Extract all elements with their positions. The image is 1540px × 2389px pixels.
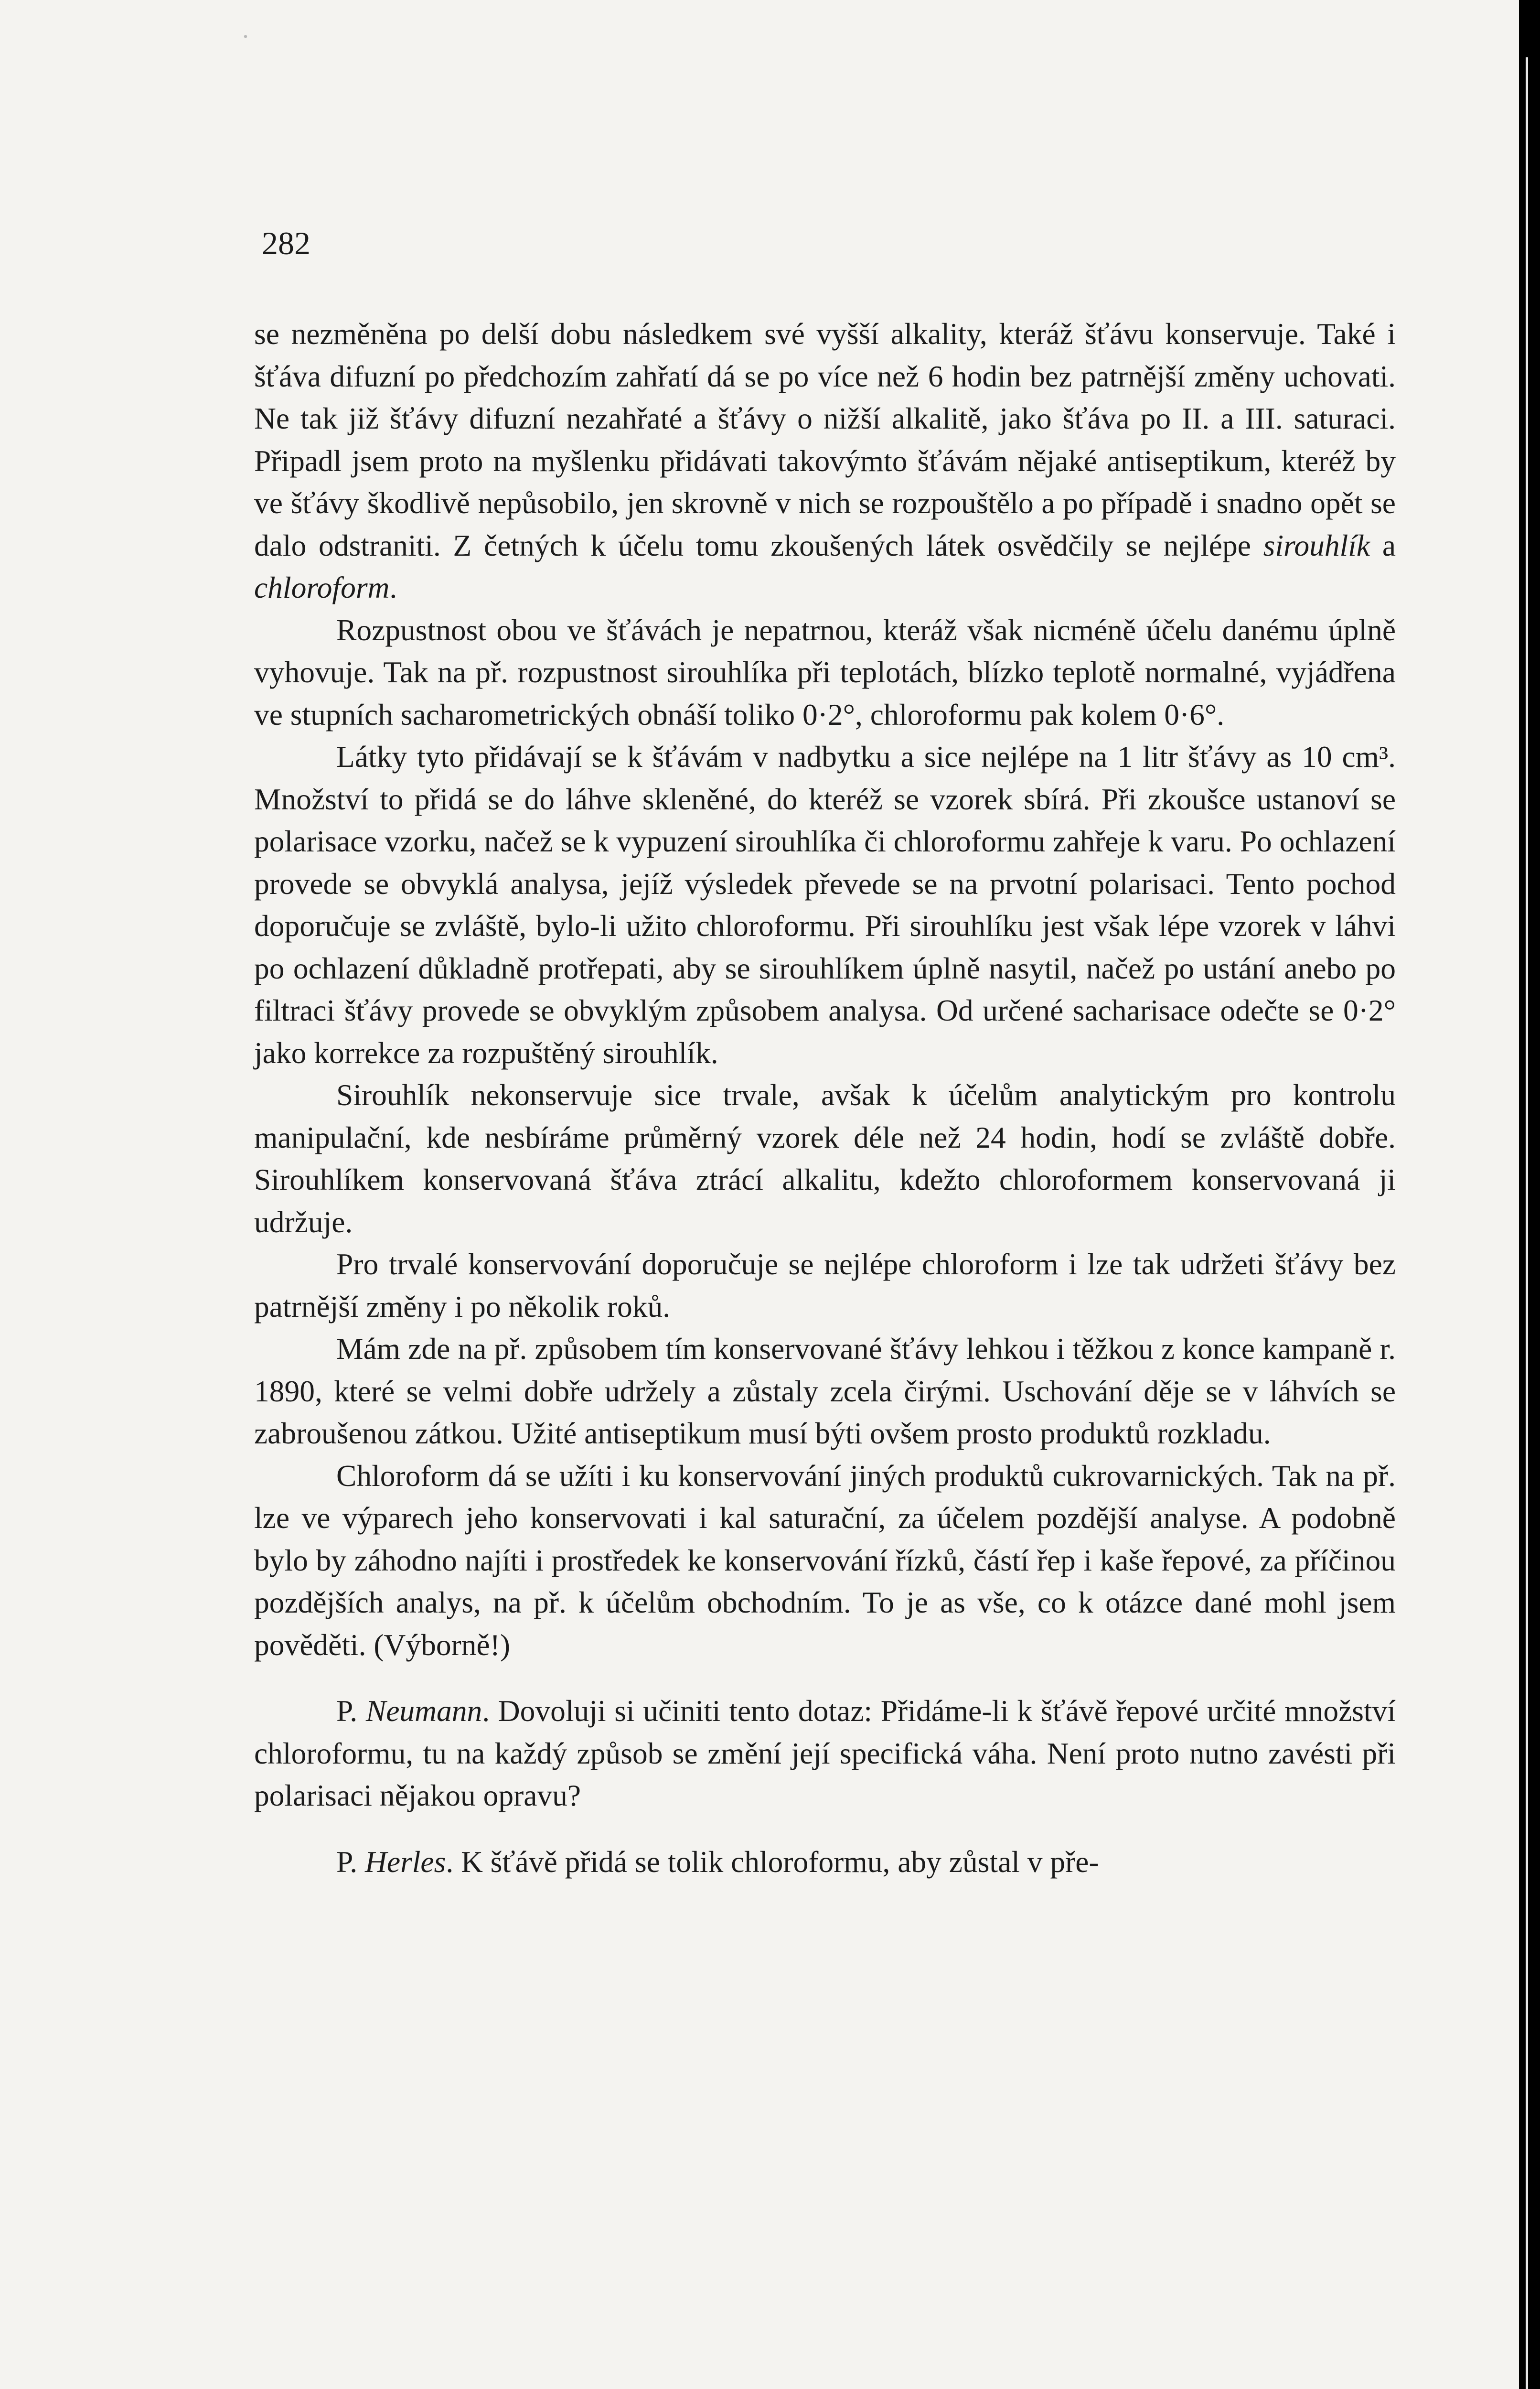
italic-term-sirouhlik: sirouhlík bbox=[1263, 528, 1370, 562]
body-text bbox=[254, 313, 1396, 1883]
paragraph-7: Chloroform dá se užíti i ku konservování jiných produktů cukrovarnických. Tak na př. lze ve výparech jeho konservovati i kal saturační, za účelem pozdější analyse. A podobně bylo by záhodno najíti i prostředek ke konservování řízků, částí řep i kaše řepové, za příčinou pozdějších analys, na př. k účelům obchodním. To je as vše, co k otázce dané mohl jsem pověděti. (Výborně!) bbox=[254, 1458, 1396, 1662]
paragraph-1: se nezměněna po delší dobu následkem své vyšší alkality, kteráž šťávu konservuje. Také i šťáva difuzní po předchozím zahřatí dá se po více než 6 hodin bez patrnější změny uchovati. Ne tak již šťávy difuzní nezahřaté a šťávy o nižší alkalitě, jako šťáva po II. a III. saturaci. Připadl jsem proto na myšlenku přidávati takovýmto šťávám nějaké antiseptikum, kteréž by ve šťávy škodlivě nepůsobilo, jen skrovně v nich se rozpouštělo a po případě i snadno opět se dalo odstraniti. Z četných k účelu tomu zkoušených látek osvědčily se nejlépe sirouhlík a chloroform. bbox=[254, 317, 1396, 604]
paragraph-6: Mám zde na př. způsobem tím konservované šťávy lehkou i těžkou z konce kampaně r. 1890, které se velmi dobře udržely a zůstaly zcela čirými. Uschování děje se v láhvích se zabroušenou zátkou. Užité antiseptikum musí býti ovšem prosto produktů rozkladu. bbox=[254, 1332, 1396, 1450]
scan-artifact: · bbox=[241, 22, 250, 51]
speaker-name: Neumann bbox=[365, 1694, 482, 1728]
page-number: 282 bbox=[262, 225, 310, 261]
scan-border-line bbox=[1526, 57, 1528, 2389]
speech-neumann: P. Neumann. Dovoluji si učiniti tento dotaz: Přidáme-li k šťávě řepové určité množství chloroformu, tu na každý způsob se změní její specifická váha. Není proto nutno zavésti při polarisaci nějakou opravu? bbox=[254, 1694, 1396, 1812]
speaker-name: Herles bbox=[365, 1844, 446, 1879]
italic-term-chloroform: chloroform bbox=[254, 570, 390, 604]
speech-herles: P. Herles. K šťávě přidá se tolik chloroformu, aby zůstal v pře- bbox=[336, 1844, 1099, 1879]
paragraph-3: Látky tyto přidávají se k šťávám v nadbytku a sice nejlépe na 1 litr šťávy as 10 cm³. Množství to přidá se do láhve skleněné, do kteréž se vzorek sbírá. Při zkoušce ustanoví se polarisace vzorku, načež se k vypuzení sirouhlíka či chloroformu zahřeje k varu. Po ochlazení provede se obvyklá analysa, jejíž výsledek převede se na prvotní polarisaci. Tento pochod doporučuje se zvláště, bylo-li užito chloroformu. Při sirouhlíku jest však lépe vzorek v láhvi po ochlazení důkladně protřepati, aby se sirouhlíkem úplně nasytil, načež po ustání anebo po filtraci šťávy provede se obvyklým způsobem analysa. Od určené sacharisace odečte se 0·2° jako korrekce za rozpuštěný sirouhlík. bbox=[254, 740, 1396, 1070]
paragraph-2: Rozpustnost obou ve šťávách je nepatrnou, kteráž však nicméně účelu danému úplně vyhovuje. Tak na př. rozpustnost sirouhlíka při teplotách, blízko teplotě normalné, vyjádřena ve stupních sacharometrických obnáší toliko 0·2°, chloroformu pak kolem 0·6°. bbox=[254, 613, 1396, 732]
paragraph-5: Pro trvalé konservování doporučuje se nejlépe chloroform i lze tak udržeti šťávy bez patrnější změny i po několik roků. bbox=[254, 1247, 1396, 1324]
paragraph-4: Sirouhlík nekonservuje sice trvale, avšak k účelům analytickým pro kontrolu manipulační, kde nesbíráme průměrný vzorek déle než 24 hodin, hodí se zvláště dobře. Sirouhlíkem konservovaná šťáva ztrácí alkalitu, kdežto chloroformem konservovaná ji udržuje. bbox=[254, 1078, 1396, 1239]
scan-border bbox=[1519, 0, 1540, 2389]
